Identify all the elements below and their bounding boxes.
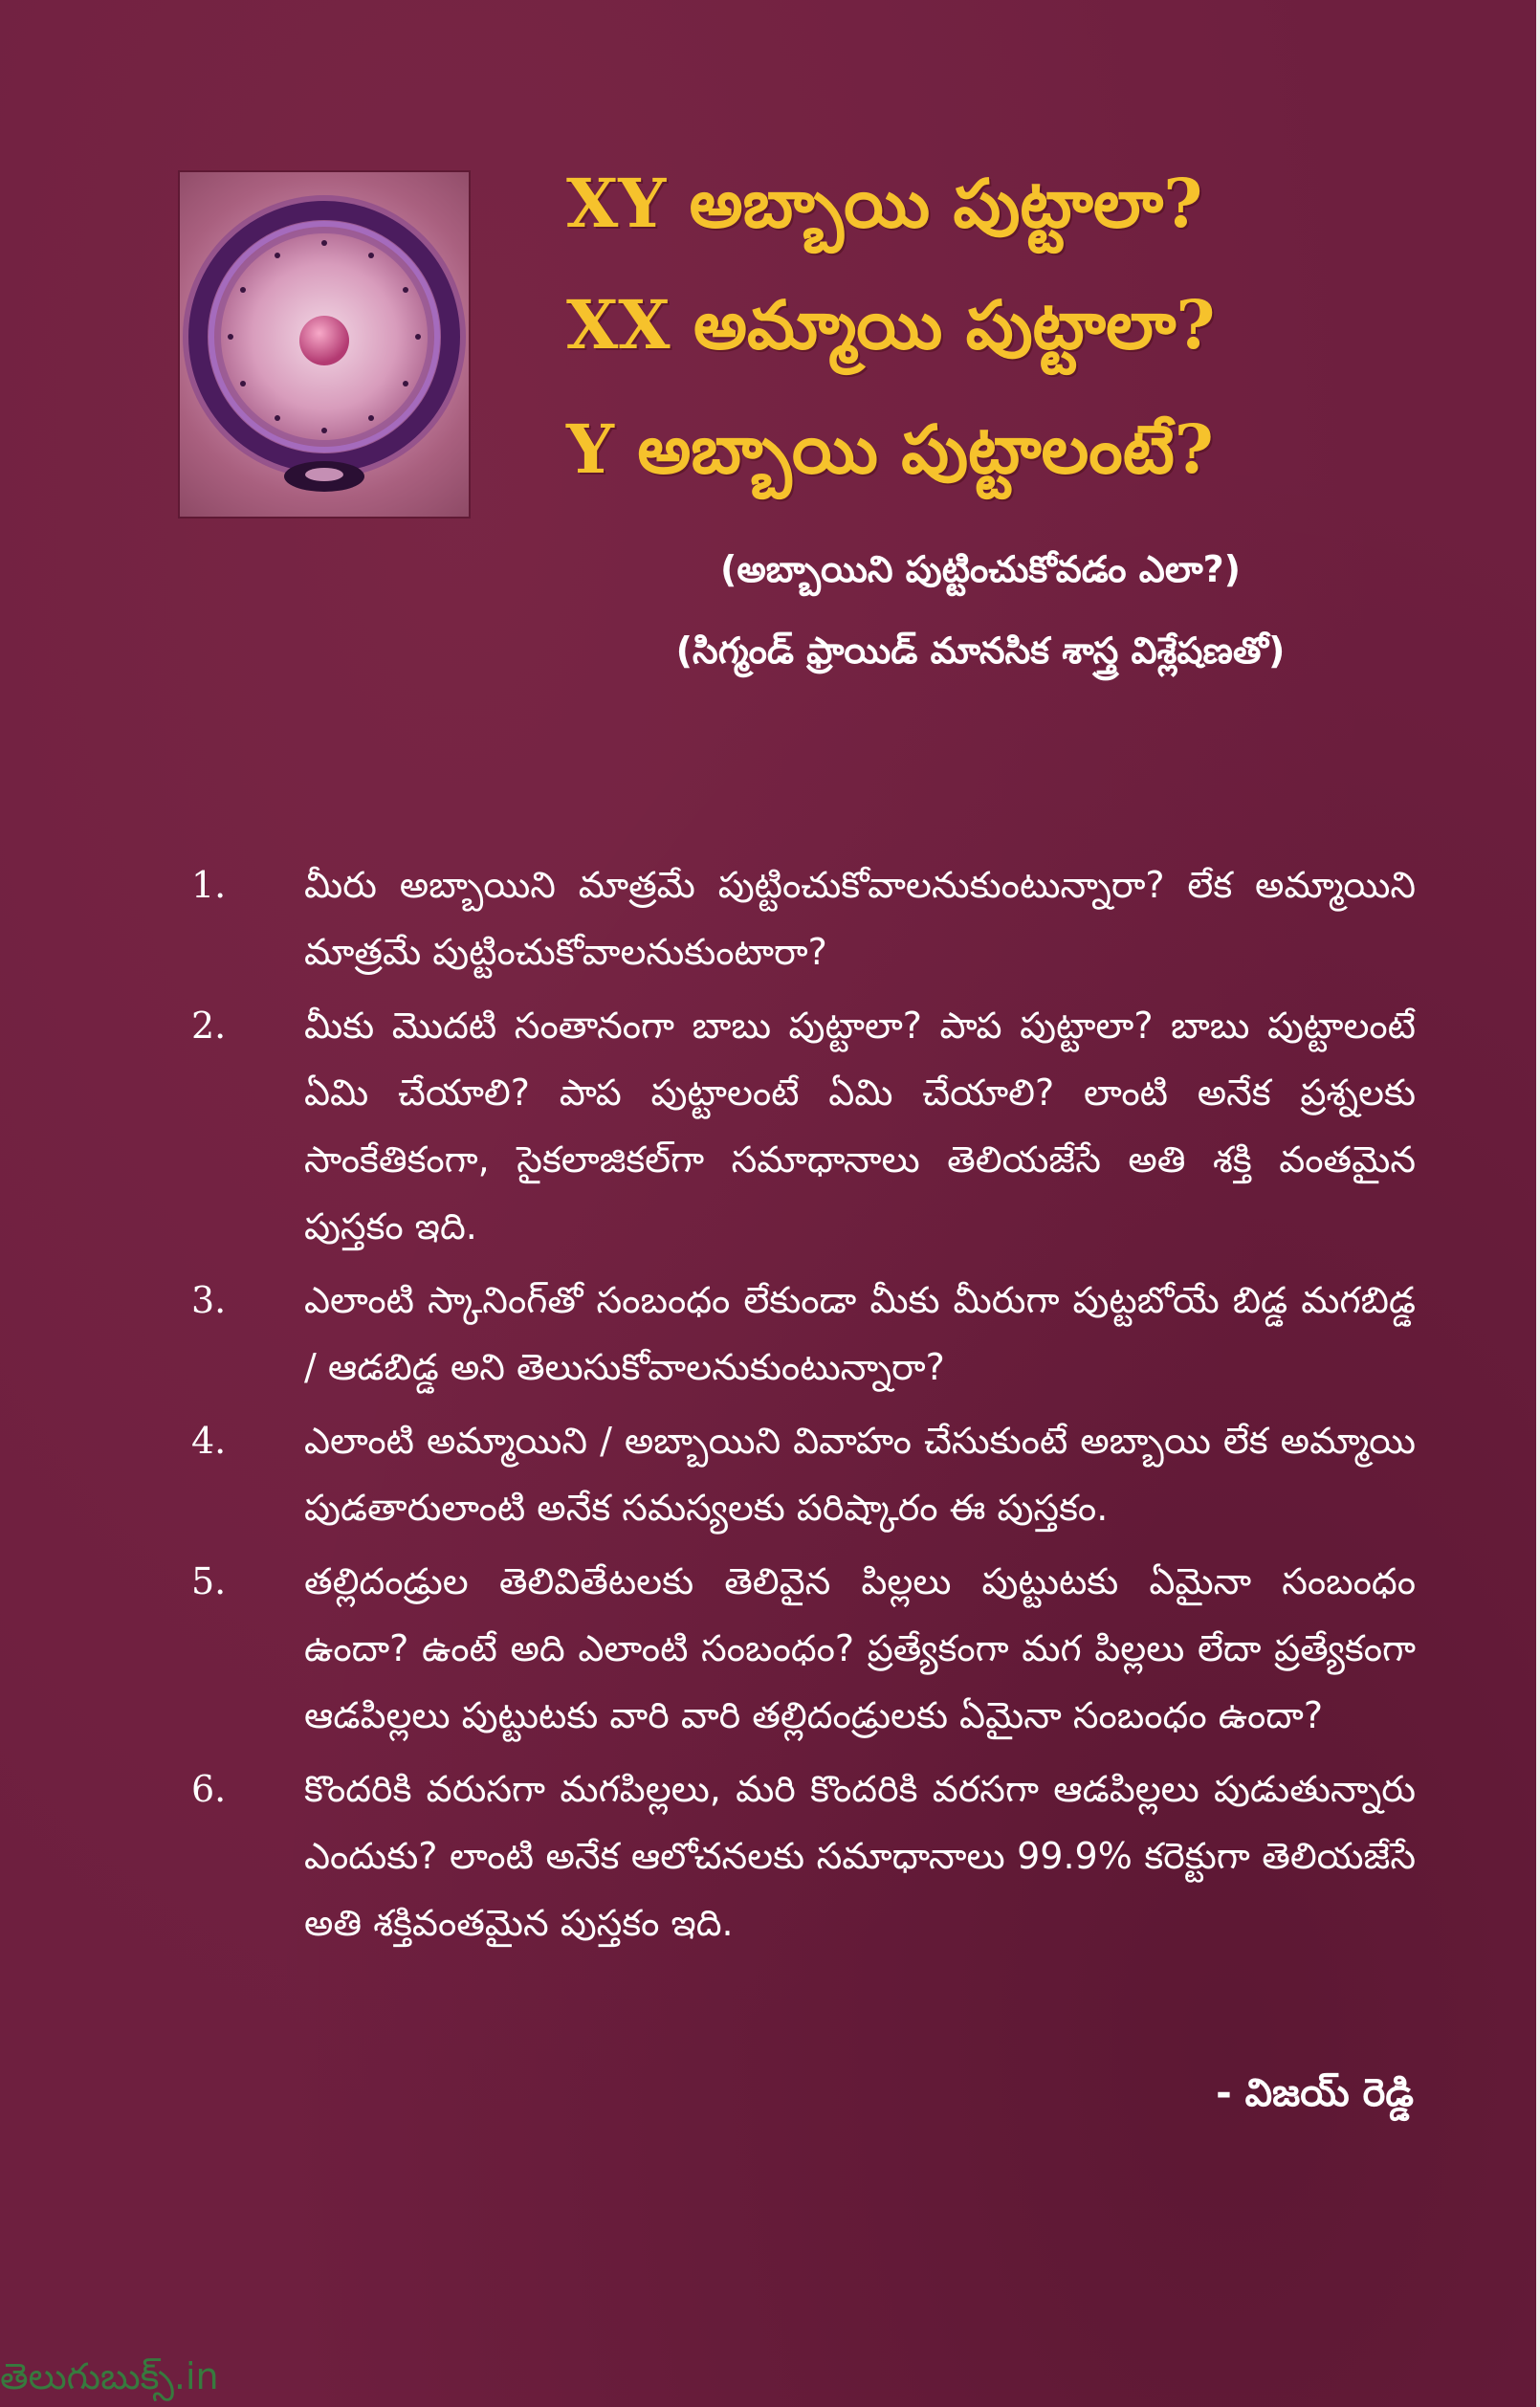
point-number: 2. [191,1005,227,1047]
ovum-illustration [180,172,469,517]
list-item [191,1407,1416,1541]
list-item [191,1548,1416,1749]
list-item [191,992,1416,1260]
point-number: 5. [191,1560,227,1602]
list-item [191,1267,1416,1401]
subtitle-freud: (సిగ్మండ్ ఫ్రాయిడ్ మానసిక శాస్త్ర విశ్లేషణతో) [675,629,1286,672]
point-text: ఎలాంటి అమ్మాయిని / అబ్బాయిని వివాహం చేసుకుంటే అబ్బాయి లేక అమ్మాయి పుడతారులాంటి అనేక సమస్యలకు పరిష్కారం ఈ పుస్తకం. [304,1420,1416,1529]
list-item [191,851,1416,985]
point-text: మీరు అబ్బాయిని మాత్రమే పుట్టించుకోవాలనుకుంటున్నారా? లేక అమ్మాయిని మాత్రమే పుట్టించుకోవాలనుకుంటారా? [304,864,1416,973]
feature-point-list [191,851,1416,1963]
site-watermark: తెలుగుబుక్స్.in [0,2355,219,2397]
point-text: మీకు మొదటి సంతానంగా బాబు పుట్టాలా? పాప పుట్టాలా? బాబు పుట్టాలంటే ఏమి చేయాలి? పాప పుట్టాలంటే ఏమి చేయాలి? లాంటి అనేక ప్రశ్నలకు సాంకేతికంగా, సైకలాజికల్‌గా సమాధానాలు తెలియజేసే అతి శక్తి వంతమైన పుస్తకం ఇది. [304,1005,1416,1248]
ovum-illustration-graphic [180,172,469,517]
headline-y: Y అబ్బాయి పుట్టాలంటే? [566,409,1214,489]
point-text: తల్లిదండ్రుల తెలివితేటలకు తెలివైన పిల్లలు పుట్టుటకు ఏమైనా సంబంధం ఉందా? ఉంటే అది ఎలాంటి సంబంధం? ప్రత్యేకంగా మగ పిల్లలు లేదా ప్రత్యేకంగా ఆడపిల్లలు పుట్టుటకు వారి వారి తల్లిదండ్రులకు ఏమైనా సంబంధం ఉందా? [304,1560,1416,1736]
headline-xy: XY అబ్బాయి పుట్టాలా? [566,164,1203,243]
author-signature: - విజయ్ రెడ్డి [1216,2071,1414,2115]
point-text: ఎలాంటి స్కానింగ్‌తో సంబంధం లేకుండా మీకు మీరుగా పుట్టబోయే బిడ్డ మగబిడ్డ / ఆడబిడ్డ అని తెలుసుకోవాలనుకుంటున్నారా? [304,1279,1416,1388]
headline-xx: XX అమ్మాయి పుట్టాలా? [566,285,1216,364]
list-item [191,1756,1416,1956]
point-number: 6. [191,1768,227,1810]
point-number: 4. [191,1420,227,1462]
point-number: 1. [191,864,227,906]
point-text: కొందరికి వరుసగా మగపిల్లలు, మరి కొందరికి వరసగా ఆడపిల్లలు పుడుతున్నారు ఎందుకు? లాంటి అనేక ఆలోచనలకు సమాధానాలు 99.9% కరెక్టుగా తెలియజేసే అతి శక్తివంతమైన పుస్తకం ఇది. [304,1768,1416,1944]
subtitle-how-to: (అబ్బాయిని పుట్టించుకోవడం ఎలా?) [719,548,1242,590]
point-number: 3. [191,1279,227,1321]
